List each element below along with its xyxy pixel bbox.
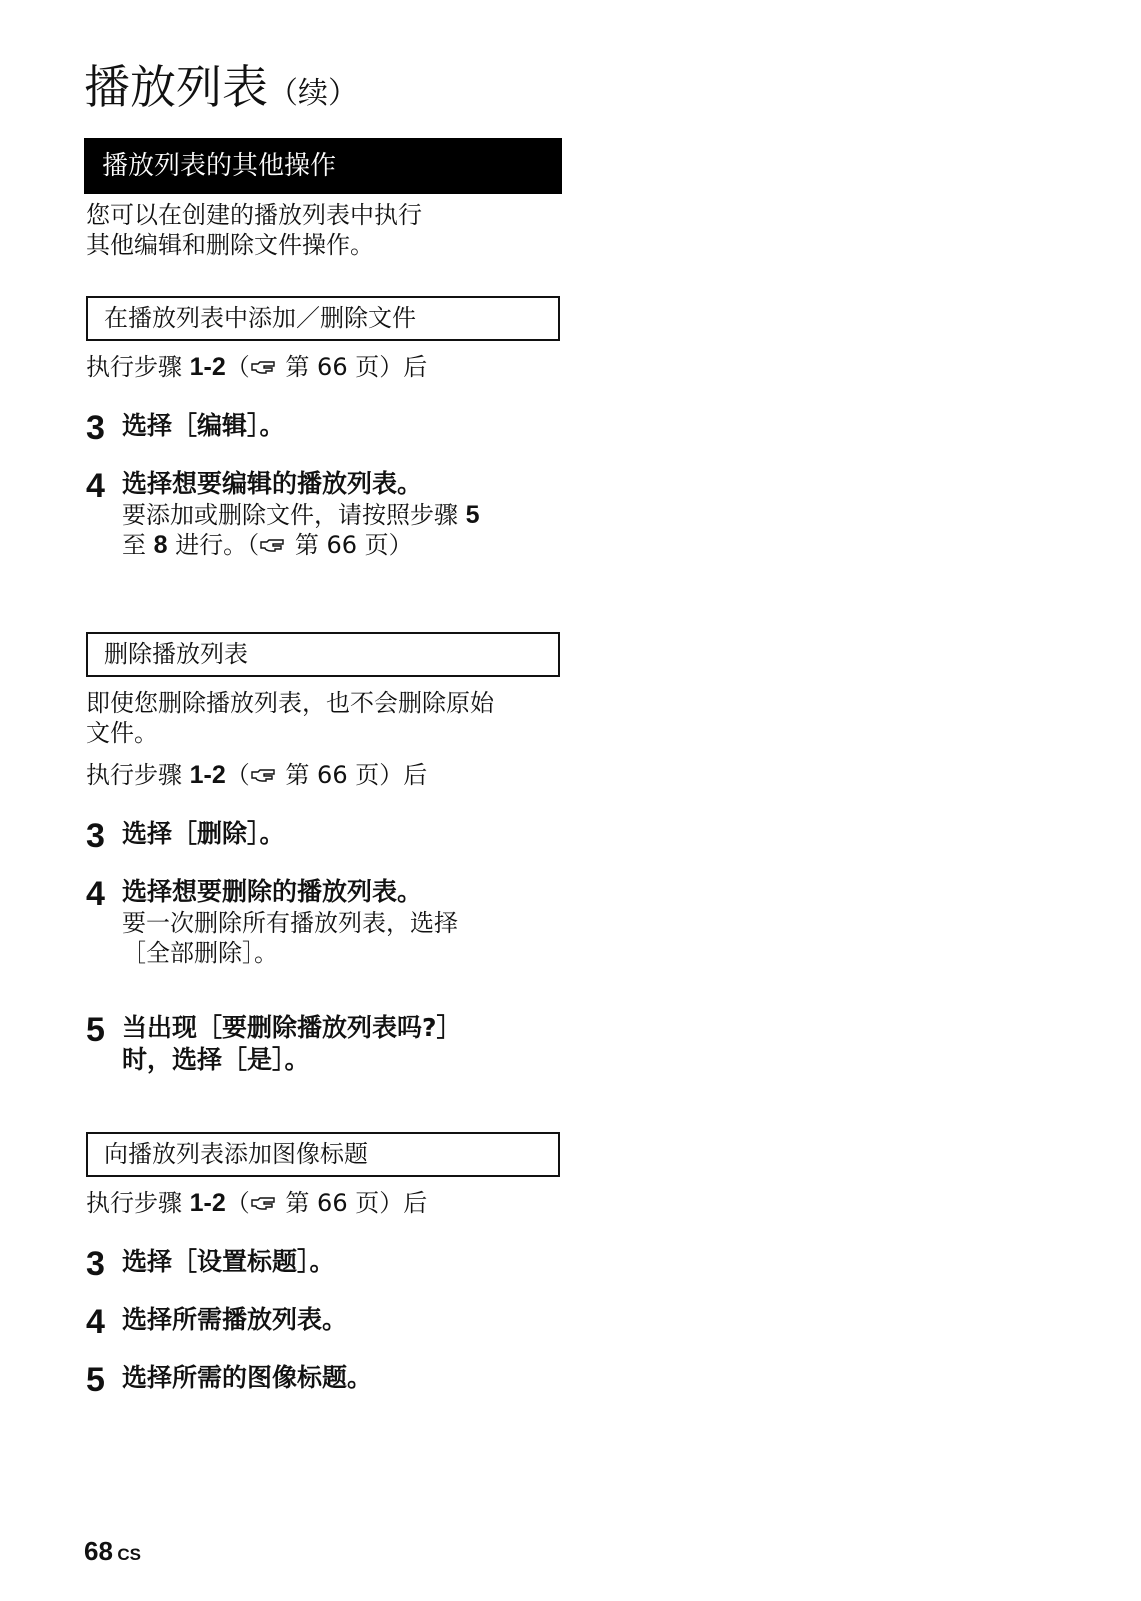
step-text-line-2: 时，选择［是］。 [122, 1045, 310, 1074]
step-note-d: 8 [153, 531, 168, 559]
step-item [86, 876, 576, 968]
step-item [86, 817, 576, 855]
step-text: 选择所需的图像标题。 [122, 1363, 373, 1392]
step-item [86, 409, 576, 447]
step-note-e: 进行。（ [175, 531, 260, 559]
step-text: 选择想要编辑的播放列表。 [122, 469, 423, 498]
language-code: CS [117, 1545, 141, 1564]
prereq-ref-text: 第 66 页 [285, 353, 380, 381]
pointing-hand-icon [250, 1195, 278, 1213]
section-description [86, 688, 566, 748]
step-text: 选择［编辑］。 [122, 411, 285, 440]
step-text-line-1: 当出现［要删除播放列表吗?］ [122, 1013, 462, 1042]
step-text: 选择［删除］。 [122, 819, 285, 848]
prereq-line-2 [86, 760, 427, 790]
step-note-line-2: ［全部删除］。 [122, 939, 278, 967]
step-item [86, 1361, 576, 1399]
description-line-1: 即使您删除播放列表，也不会删除原始 [86, 689, 494, 717]
step-item [86, 1303, 576, 1341]
pointing-hand-icon [250, 767, 278, 785]
page-footer [84, 1536, 141, 1567]
prereq-ref-text: 第 66 页 [285, 1189, 380, 1217]
step-text: 选择［设置标题］。 [122, 1247, 335, 1276]
prereq-open-paren: （ [225, 1189, 250, 1217]
step-number: 4 [86, 467, 105, 505]
step-note-c: 至 [122, 531, 146, 559]
step-item [86, 1012, 576, 1076]
section-heading-add-title: 向播放列表添加图像标题 [86, 1132, 560, 1177]
prereq-steps: 1-2 [189, 761, 226, 789]
step-note-line-1: 要一次删除所有播放列表，选择 [122, 909, 458, 937]
prereq-ref-text: 第 66 页 [285, 761, 380, 789]
section-heading-add-remove: 在播放列表中添加／删除文件 [86, 296, 560, 341]
intro-line-2: 其他编辑和删除文件操作。 [86, 231, 374, 259]
section-banner: 播放列表的其他操作 [84, 138, 562, 194]
prereq-prefix: 执行步骤 [86, 1189, 182, 1217]
pointing-hand-icon [259, 537, 287, 555]
page-title-text: 播放列表 [84, 60, 268, 114]
prereq-steps: 1-2 [189, 1189, 226, 1217]
prereq-open-paren: （ [225, 353, 250, 381]
prereq-line-1 [86, 352, 427, 382]
page-number: 68 [84, 1536, 113, 1566]
step-number: 3 [86, 817, 105, 855]
description-line-2: 文件。 [86, 719, 158, 747]
step-note-f: 第 66 页） [294, 531, 413, 559]
step-note-b: 5 [465, 501, 480, 529]
page-title [84, 58, 358, 123]
prereq-close: ）后 [379, 353, 428, 381]
step-text: 选择想要删除的播放列表。 [122, 877, 423, 906]
prereq-close: ）后 [379, 1189, 428, 1217]
intro-paragraph [86, 200, 566, 260]
prereq-prefix: 执行步骤 [86, 353, 182, 381]
prereq-prefix: 执行步骤 [86, 761, 182, 789]
step-note [122, 500, 576, 560]
step-item [86, 468, 576, 560]
step-number: 5 [86, 1361, 105, 1399]
page-title-suffix: （续） [268, 76, 358, 111]
step-number: 3 [86, 409, 105, 447]
step-number: 4 [86, 875, 105, 913]
prereq-open-paren: （ [225, 761, 250, 789]
pointing-hand-icon [250, 359, 278, 377]
step-number: 4 [86, 1303, 105, 1341]
step-note-a: 要添加或删除文件，请按照步骤 [122, 501, 458, 529]
prereq-line-3 [86, 1188, 427, 1218]
step-note [122, 908, 576, 968]
step-text: 选择所需播放列表。 [122, 1305, 348, 1334]
step-number: 5 [86, 1011, 105, 1049]
step-number: 3 [86, 1245, 105, 1283]
prereq-steps: 1-2 [189, 353, 226, 381]
intro-line-1: 您可以在创建的播放列表中执行 [86, 201, 422, 229]
section-heading-delete-playlist: 删除播放列表 [86, 632, 560, 677]
prereq-close: ）后 [379, 761, 428, 789]
step-item [86, 1245, 576, 1283]
